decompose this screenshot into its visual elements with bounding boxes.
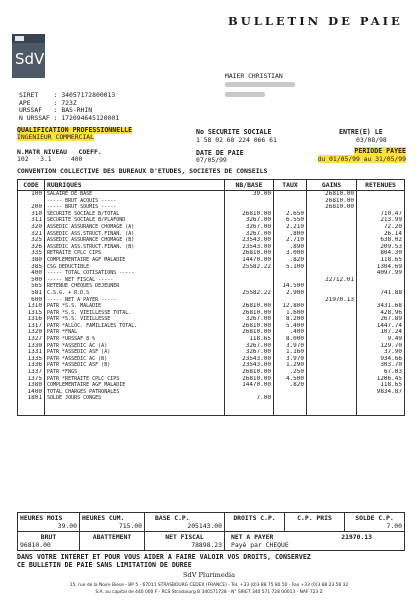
cell-code: 321	[18, 231, 45, 238]
cell-rubrique: ----- BRUT SOUMIS -----	[45, 204, 225, 211]
cell-base: 3267.00	[225, 224, 274, 231]
summary-net-table	[17, 531, 405, 551]
cell-base: 23543.00	[225, 244, 274, 251]
cell-rubrique: SALAIRE DE BASE	[45, 191, 225, 198]
cell-taux: 12.800	[274, 303, 307, 310]
cell-retenues: 129.70	[357, 343, 405, 350]
cell-gains	[307, 224, 357, 231]
cell-taux: .890	[274, 244, 307, 251]
cell-gains: 26810.00	[307, 191, 357, 198]
cell-base: 3267.00	[225, 217, 274, 224]
brut-value: 96810.00	[20, 541, 51, 549]
table-row	[18, 244, 405, 251]
cell-base: 39.00	[225, 191, 274, 198]
cell-base: 26810.00	[225, 211, 274, 218]
table-row	[18, 277, 405, 284]
table-row	[18, 389, 405, 396]
cell-retenues: 37.90	[357, 349, 405, 356]
period-label: PERIODE PAYEE	[354, 147, 406, 155]
cell-code: 600	[18, 297, 45, 304]
table-row	[18, 191, 405, 198]
cell-taux: 5.400	[274, 323, 307, 330]
cell-retenues	[357, 277, 405, 284]
cell-retenues: 638.02	[357, 237, 405, 244]
table-row	[18, 329, 405, 336]
cell-rubrique: PATR *ALLOC. FAMILIALES TOTAL.	[45, 323, 225, 330]
cell-base: 25582.22	[225, 290, 274, 297]
cell-taux	[274, 270, 307, 277]
cell-taux	[274, 191, 307, 198]
cell-rubrique: PATR *FNGS	[45, 369, 225, 376]
cell-taux: 2.650	[274, 211, 307, 218]
cell-code: 1380	[18, 382, 45, 389]
cell-rubrique: PATR *ASSEDIC ASF (A)	[45, 349, 225, 356]
cell-gains	[307, 362, 357, 369]
cell-retenues	[357, 198, 405, 205]
cell-base	[225, 297, 274, 304]
brut-label: BRUT	[40, 533, 57, 541]
cell-retenues: 67.03	[357, 369, 405, 376]
cell-code: 1310	[18, 303, 45, 310]
cell-gains	[307, 303, 357, 310]
cell-taux: 2.900	[274, 290, 307, 297]
cell-base: 25582.22	[225, 264, 274, 271]
urssaf-no-label: N URSSAF	[19, 113, 50, 122]
cell-code: 581	[18, 290, 45, 297]
cell-rubrique: PATR *S.S. VIEILLESSE TOTAL.	[45, 310, 225, 317]
cell-code: 385	[18, 264, 45, 271]
cell-base	[225, 204, 274, 211]
col-rubriques: RUBRIQUES	[45, 180, 225, 191]
cell-gains	[307, 250, 357, 257]
cell-retenues: 303.70	[357, 362, 405, 369]
cell-retenues: 107.24	[357, 329, 405, 336]
cell-retenues: 804.30	[357, 250, 405, 257]
cell-gains	[307, 336, 357, 343]
cell-gains	[307, 323, 357, 330]
table-row	[18, 257, 405, 264]
cell-taux: 1.600	[274, 310, 307, 317]
cell-code	[18, 198, 45, 205]
solde-cp-value: 7.00	[386, 522, 402, 530]
cell-code: 1337	[18, 369, 45, 376]
pay-mode: Payé par CHEQUE	[231, 541, 289, 549]
cell-base: 26810.00	[225, 250, 274, 257]
siret-value: 34057172800013	[61, 91, 116, 99]
cell-code: 1335	[18, 356, 45, 363]
cell-code: 335	[18, 250, 45, 257]
cell-taux	[274, 277, 307, 284]
col-code: CODE	[18, 180, 45, 191]
cell-retenues: 710.47	[357, 211, 405, 218]
qualification-value: INGENIEUR COMMERCIAL	[17, 133, 94, 141]
cell-gains	[307, 376, 357, 383]
cell-code: 1327	[18, 336, 45, 343]
cell-rubrique: ASSEDIC ASS.STRUCT.FINAN. (B)	[45, 244, 225, 251]
cell-base: 26810.00	[225, 376, 274, 383]
cell-gains	[307, 237, 357, 244]
cell-retenues: 9.49	[357, 336, 405, 343]
table-row	[18, 297, 405, 304]
cell-base: 14470.00	[225, 257, 274, 264]
cell-taux: 3.970	[274, 356, 307, 363]
heures-cum-label: HEURES CUM.	[82, 514, 125, 522]
cell-retenues: 72.20	[357, 224, 405, 231]
cell-gains	[307, 264, 357, 271]
cell-rubrique: C.S.G. + R.D.S	[45, 290, 225, 297]
cp-pris-label: C.P. PRIS	[297, 514, 332, 522]
employee-address-redacted	[225, 82, 295, 99]
cell-retenues	[357, 204, 405, 211]
cell-code: 326	[18, 244, 45, 251]
payslip-table	[17, 179, 405, 416]
cell-rubrique: PATR *S.S. MALADIE	[45, 303, 225, 310]
paydate-label: DATE DE PAIE	[196, 149, 244, 157]
cell-retenues: 741.88	[357, 290, 405, 297]
cell-base: 3267.00	[225, 316, 274, 323]
cell-retenues	[357, 191, 405, 198]
qualification-label: QUALIFICATION PROFESSIONNELLE	[17, 126, 133, 134]
cell-rubrique: SECURITE SOCIALE B/TOTAL	[45, 211, 225, 218]
table-row	[18, 362, 405, 369]
summary-hours-table	[17, 512, 405, 532]
cell-retenues: 118.65	[357, 257, 405, 264]
cell-code: 1320	[18, 329, 45, 336]
cell-retenues: 118.65	[357, 382, 405, 389]
cell-code: 565	[18, 283, 45, 290]
cell-code: 1801	[18, 395, 45, 416]
cell-taux: 3.000	[274, 250, 307, 257]
table-row	[18, 290, 405, 297]
period-value: du 01/05/99 au 31/05/99	[317, 154, 406, 163]
table-row	[18, 264, 405, 271]
cell-retenues	[357, 395, 405, 416]
cell-base	[225, 389, 274, 396]
cell-base: 26810.00	[225, 310, 274, 317]
cell-retenues: 9834.87	[357, 389, 405, 396]
cell-taux: .400	[274, 329, 307, 336]
cell-gains	[307, 211, 357, 218]
cell-base: 26810.00	[225, 369, 274, 376]
table-row	[18, 217, 405, 224]
table-row	[18, 198, 405, 205]
heures-mois-value: 39.00	[57, 522, 77, 530]
table-row	[18, 395, 405, 416]
paydate-value: 07/05/99	[196, 156, 227, 164]
cell-taux: 14.500	[274, 283, 307, 290]
logo-text: SdV	[15, 50, 45, 68]
table-row	[18, 369, 405, 376]
cell-retenues: 4097.99	[357, 270, 405, 277]
cell-base: 3267.00	[225, 231, 274, 238]
cell-rubrique: ----- NET FISCAL -----	[45, 277, 225, 284]
cell-rubrique: RETENUE CHEQUES DEJEUNER	[45, 283, 225, 290]
ape-label: APE	[19, 98, 31, 107]
cell-taux: 1.290	[274, 362, 307, 369]
cell-base: 23543.00	[225, 362, 274, 369]
cell-base: 3267.00	[225, 343, 274, 350]
cell-rubrique: SECURITE SOCIALE B/PLAFOND	[45, 217, 225, 224]
cell-code: 1330	[18, 343, 45, 350]
table-row	[18, 336, 405, 343]
cell-gains	[307, 329, 357, 336]
cell-retenues	[357, 283, 405, 290]
cell-rubrique: SOLDE JOURS CONGES	[45, 395, 225, 416]
table-row	[18, 310, 405, 317]
convention-text: CONVENTION COLLECTIVE DES BUREAUX D'ETUDES, SOCIETES DE CONSEILS	[17, 167, 268, 175]
cell-taux: 8.200	[274, 316, 307, 323]
table-row	[18, 237, 405, 244]
company-logo	[12, 34, 45, 78]
base-cp-label: BASE C.P.	[155, 514, 190, 522]
cell-gains	[307, 270, 357, 277]
ape-value: 723Z	[61, 98, 77, 107]
matricule-block	[17, 149, 102, 163]
cell-base: 7.00	[225, 395, 274, 416]
cell-retenues: 934.66	[357, 356, 405, 363]
table-row	[18, 231, 405, 238]
cell-rubrique: COMPLEMENTAIRE AGF MALADIE	[45, 257, 225, 264]
period-block	[283, 148, 406, 163]
urssaf-label: URSSAF	[19, 106, 43, 114]
cell-rubrique: ASSEDIC ASS.STRUCT.FINAN. (A)	[45, 231, 225, 238]
cell-taux: 2.210	[274, 224, 307, 231]
cell-gains	[307, 356, 357, 363]
cell-rubrique: CSG DEDUCTIBLE	[45, 264, 225, 271]
cell-base: 26810.00	[225, 323, 274, 330]
cell-rubrique: ----- NET A PAYER -----	[45, 297, 225, 304]
cell-taux: 6.550	[274, 217, 307, 224]
cell-base: 14470.00	[225, 382, 274, 389]
cell-retenues: 1447.74	[357, 323, 405, 330]
cell-retenues: 1304.69	[357, 264, 405, 271]
abattement-label: ABATTEMENT	[92, 533, 132, 541]
footer-company: SdV Plurimedia	[182, 571, 236, 579]
cell-retenues: 209.53	[357, 244, 405, 251]
entry-label: ENTRE(E) LE	[339, 128, 383, 136]
cell-taux	[274, 198, 307, 205]
net-a-payer-label: NET A PAYER	[231, 533, 274, 541]
cell-code: 380	[18, 257, 45, 264]
cell-taux: 3.970	[274, 343, 307, 350]
company-info: SIRET : 34057172800013 APE : 723Z URSSAF : BAS-RHIN N URSSAF : 172094645120001	[19, 91, 120, 122]
cell-retenues: 428.96	[357, 310, 405, 317]
cell-retenues: 26.14	[357, 231, 405, 238]
cell-rubrique: COMPLEMENTAIRE AGF MALADIE	[45, 382, 225, 389]
cell-taux: 4.500	[274, 376, 307, 383]
col-base: NB/BASE	[225, 180, 274, 191]
cell-retenues: 1206.45	[357, 376, 405, 383]
cell-gains	[307, 217, 357, 224]
cell-rubrique: PATR *ASSEDIC AC (B)	[45, 356, 225, 363]
cell-gains	[307, 290, 357, 297]
cell-taux: .250	[274, 369, 307, 376]
solde-cp-label: SOLDE C.P.	[355, 514, 394, 522]
matricule-values: 102 3.1 400	[17, 155, 83, 163]
cell-base	[225, 270, 274, 277]
cell-retenues: 3431.68	[357, 303, 405, 310]
cell-gains	[307, 231, 357, 238]
cell-gains	[307, 283, 357, 290]
table-row	[18, 343, 405, 350]
cell-code: 320	[18, 224, 45, 231]
cell-gains: 22712.01	[307, 277, 357, 284]
cell-taux: .820	[274, 382, 307, 389]
cell-code: 400	[18, 270, 45, 277]
table-row	[18, 204, 405, 211]
cell-rubrique: TOTAL CHARGES PATRONALES	[45, 389, 225, 396]
cell-gains: 21970.13	[307, 297, 357, 304]
cell-gains	[307, 343, 357, 350]
net-fiscal-value: 78898.23	[191, 541, 222, 549]
col-gains: GAINS	[307, 180, 357, 191]
droits-cp-label: DROITS C.P.	[233, 514, 276, 522]
table-row	[18, 250, 405, 257]
cell-code: 1315	[18, 310, 45, 317]
net-a-payer-value: 21970.13	[341, 533, 372, 541]
cell-gains: 26810.00	[307, 198, 357, 205]
employee-name: MAIER CHRISTIAN	[225, 72, 283, 80]
secu-value: 1 58 02 68 224 066 61	[196, 136, 277, 144]
cell-taux: .800	[274, 231, 307, 238]
cell-code: 311	[18, 217, 45, 224]
heures-mois-label: HEURES MOIS	[20, 514, 63, 522]
document-title: BULLETIN DE PAIE	[228, 14, 403, 28]
secu-label: No SECURITE SOCIALE	[196, 128, 272, 136]
cell-rubrique: PATR *RETRAITE CPLC CIPS	[45, 376, 225, 383]
cell-retenues	[357, 297, 405, 304]
footer-address-1: 15, rue de la Noire Biese - BP 5 - 67011 STRASBOURG CEDEX (FRANCE) - Tel. +33 (0)3 88 75 80 50 - Fax +33 (0)3 88 23 56 32	[69, 583, 349, 588]
cell-taux: 5.100	[274, 264, 307, 271]
cell-gains	[307, 389, 357, 396]
cell-retenues: 213.99	[357, 217, 405, 224]
cell-base	[225, 283, 274, 290]
cell-taux: 1.160	[274, 349, 307, 356]
cell-gains	[307, 369, 357, 376]
cell-code: 200	[18, 204, 45, 211]
cell-rubrique: ASSEDIC ASSURANCE CHOMAGE (B)	[45, 237, 225, 244]
cell-rubrique: PATR *FNAL	[45, 329, 225, 336]
table-row	[18, 323, 405, 330]
qualification-block	[17, 127, 132, 141]
cell-code: 325	[18, 237, 45, 244]
table-row	[18, 376, 405, 383]
cell-gains	[307, 382, 357, 389]
matricule-label: N.MATR NIVEAU COEFF.	[17, 148, 102, 156]
table-row	[18, 211, 405, 218]
cell-rubrique: ----- TOTAL COTISATIONS -----	[45, 270, 225, 277]
net-fiscal-label: NET FISCAL	[165, 533, 204, 541]
footer-address-2: S.A. au capital de 440 000 F - RCS Strasbourg B 340571728 - N° SIRET 340 571 728 00013 - NAF 723 Z	[95, 590, 323, 595]
cell-code: 100	[18, 191, 45, 198]
cell-gains	[307, 244, 357, 251]
heures-cum-value: 715.00	[118, 522, 142, 530]
cell-gains	[307, 349, 357, 356]
cell-taux	[274, 297, 307, 304]
cell-base: 26810.00	[225, 329, 274, 336]
cell-base: 3267.00	[225, 349, 274, 356]
cell-base	[225, 277, 274, 284]
cell-base: 26810.00	[225, 303, 274, 310]
table-row	[18, 382, 405, 389]
table-row	[18, 283, 405, 290]
cell-base: 23543.00	[225, 356, 274, 363]
cell-rubrique: PATR *ASSEDIC ASF (B)	[45, 362, 225, 369]
table-row	[18, 224, 405, 231]
cell-code: 1400	[18, 389, 45, 396]
base-cp-value: 205143.00	[187, 522, 222, 530]
entry-value: 03/08/98	[356, 136, 387, 144]
cell-taux	[274, 389, 307, 396]
cell-rubrique: PATR *ASSEDIC AC (A)	[45, 343, 225, 350]
cell-code: 500	[18, 277, 45, 284]
cell-gains: 26810.00	[307, 204, 357, 211]
conservation-note	[17, 553, 311, 569]
cell-base: 23543.00	[225, 237, 274, 244]
cell-code: 1316	[18, 316, 45, 323]
cell-code: 1317	[18, 323, 45, 330]
cell-gains	[307, 257, 357, 264]
table-row	[18, 316, 405, 323]
cell-rubrique: ASSEDIC ASSURANCE CHOMAGE (A)	[45, 224, 225, 231]
conservation-note-line1: DANS VOTRE INTERET ET POUR VOUS AIDER A FAIRE VALOIR VOS DROITS, CONSERVEZ	[17, 553, 311, 561]
cell-code: 1331	[18, 349, 45, 356]
cell-gains	[307, 316, 357, 323]
table-row	[18, 270, 405, 277]
urssaf-no-value: 172094645120001	[61, 113, 120, 122]
cell-taux	[274, 204, 307, 211]
urssaf-value: BAS-RHIN	[61, 106, 93, 114]
col-taux: TAUX	[274, 180, 307, 191]
cell-base: 118.65	[225, 336, 274, 343]
cell-code: 1336	[18, 362, 45, 369]
conservation-note-line2: CE BULLETIN DE PAIE SANS LIMITATION DE DUREE	[17, 561, 192, 569]
table-row	[18, 349, 405, 356]
cell-retenues: 267.89	[357, 316, 405, 323]
cell-taux: 2.710	[274, 237, 307, 244]
cell-rubrique: PATR *URSSAF 8 %	[45, 336, 225, 343]
cell-taux: .820	[274, 257, 307, 264]
cell-taux	[274, 395, 307, 416]
cell-taux: 8.000	[274, 336, 307, 343]
table-header-row	[18, 180, 405, 191]
siret-label: SIRET	[19, 91, 39, 99]
cell-code: 310	[18, 211, 45, 218]
cell-base	[225, 198, 274, 205]
table-row	[18, 303, 405, 310]
cell-code: 1375	[18, 376, 45, 383]
cell-gains	[307, 395, 357, 416]
cell-rubrique: ----- BRUT ACQUIS -----	[45, 198, 225, 205]
cell-rubrique: PATR *S.S. VIEILLESSE	[45, 316, 225, 323]
cell-gains	[307, 310, 357, 317]
cell-rubrique: RETRAITE CPLC CIPS	[45, 250, 225, 257]
col-retenues: RETENUES	[357, 180, 405, 191]
table-row	[18, 356, 405, 363]
